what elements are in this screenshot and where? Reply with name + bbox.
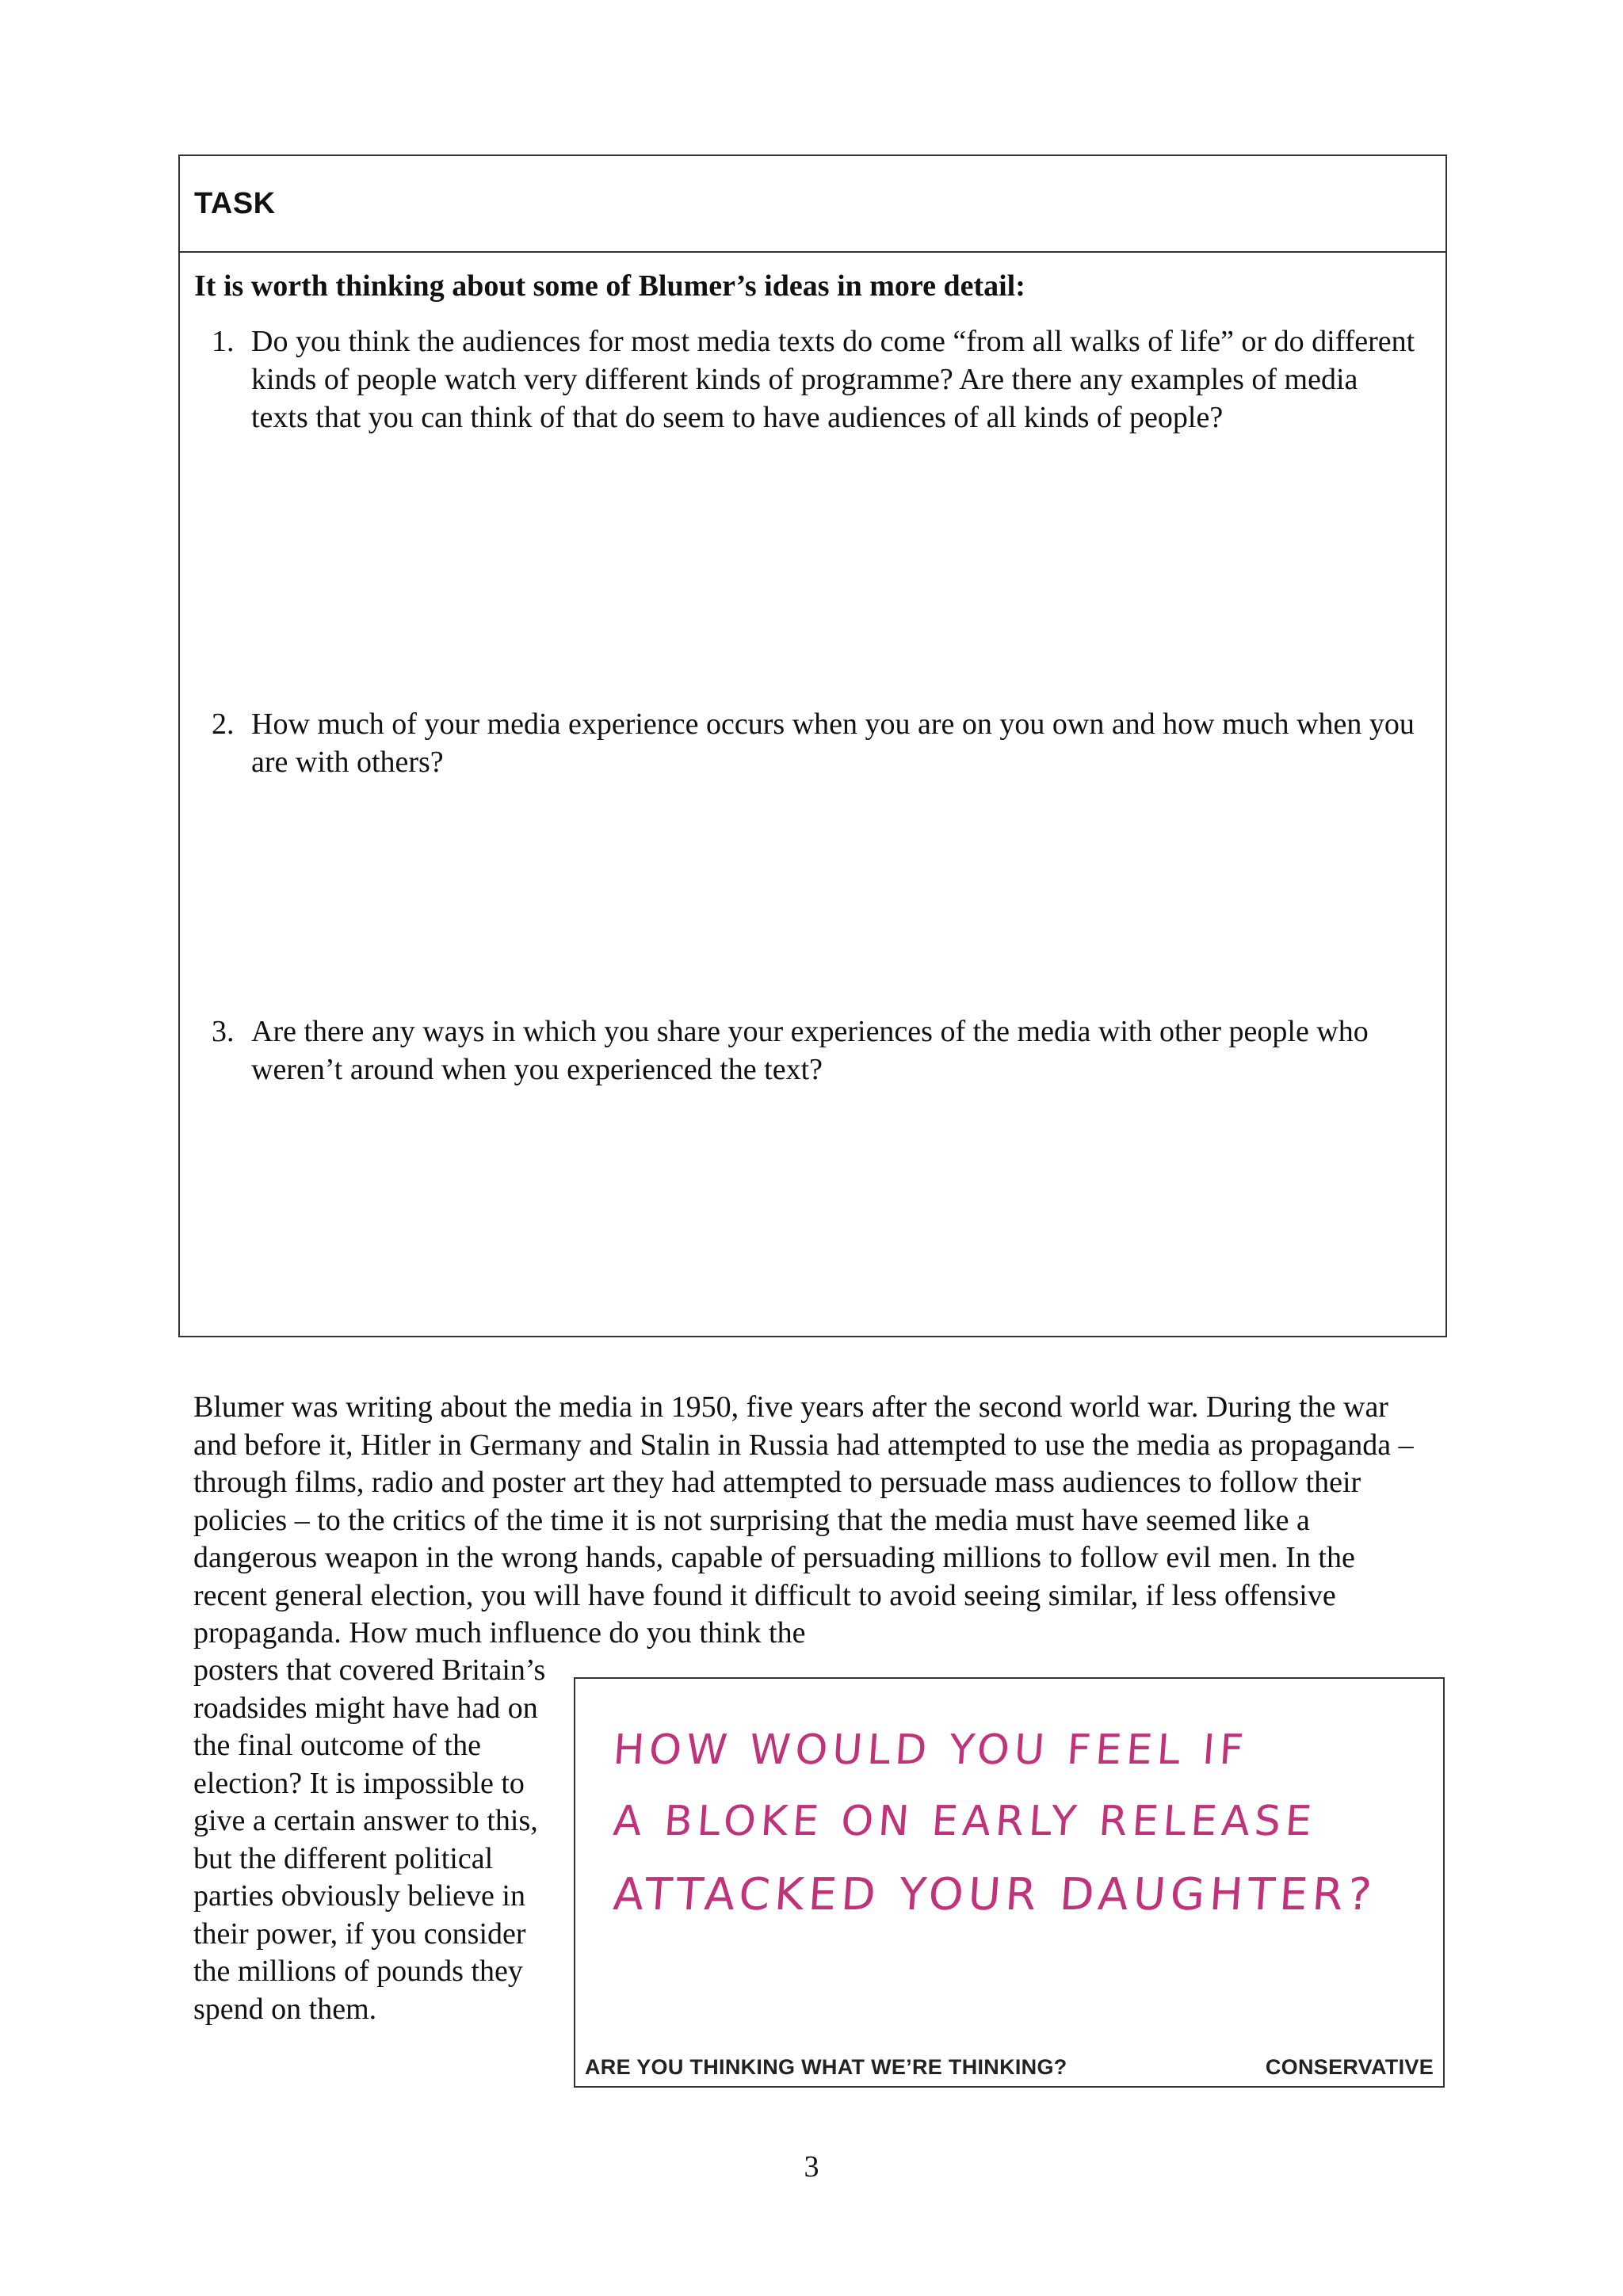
poster-line-3: ATTACKED YOUR DAUGHTER? — [611, 1869, 1378, 1920]
task-header — [180, 156, 1445, 253]
task-title: TASK — [194, 186, 276, 220]
poster-tagline: ARE YOU THINKING WHAT WE’RE THINKING? — [585, 2054, 1067, 2079]
side-paragraph: posters that covered Britain’s roadsides might have had on the final outcome of the election? It is impossible to give a certain answer to this, but the different political parties obviously believe in their power, if you consider the millions of pounds they spend on them. — [193, 1653, 546, 2026]
question-2 — [212, 705, 1416, 781]
task-box — [178, 154, 1447, 1337]
page-number: 3 — [804, 2150, 819, 2183]
question-1 — [212, 322, 1416, 437]
question-number: 2. — [212, 707, 235, 741]
election-poster — [574, 1677, 1445, 2088]
task-intro: It is worth thinking about some of Blumer’s ideas in more detail: — [194, 269, 1025, 303]
poster-party: CONSERVATIVE — [1265, 2054, 1434, 2079]
question-number: 3. — [212, 1015, 235, 1048]
poster-footer — [575, 2048, 1443, 2086]
question-text: How much of your media experience occurs when you are on you own and how much when you are with others? — [251, 707, 1415, 779]
poster-line-1: HOW WOULD YOU FEEL IF — [611, 1726, 1250, 1774]
question-text: Are there any ways in which you share your experiences of the media with other people who weren’t around when you experienced the text? — [251, 1015, 1369, 1086]
question-3 — [212, 1013, 1416, 1089]
question-text: Do you think the audiences for most media texts do come “from all walks of life” or do different kinds of people watch very different kinds of programme? Are there any examples of media texts that you can think of that do seem to have audiences of all kinds of people? — [251, 325, 1415, 434]
poster-line-2: A BLOKE ON EARLY RELEASE — [611, 1798, 1318, 1845]
question-number: 1. — [212, 325, 235, 358]
body-paragraph: Blumer was writing about the media in 1950, five years after the second world war. During the war and before it, Hitler in Germany and Stalin in Russia had attempted to use the media as propaganda – through films, radio and poster art they had attempted to persuade mass audiences to follow their policies – to the critics of the time it is not surprising that the media must have seemed like a dangerous weapon in the wrong hands, capable of persuading millions to follow evil men. In the recent general election, you will have found it difficult to avoid seeing similar, if less offensive propaganda. How much influence do you think the — [193, 1390, 1414, 1650]
